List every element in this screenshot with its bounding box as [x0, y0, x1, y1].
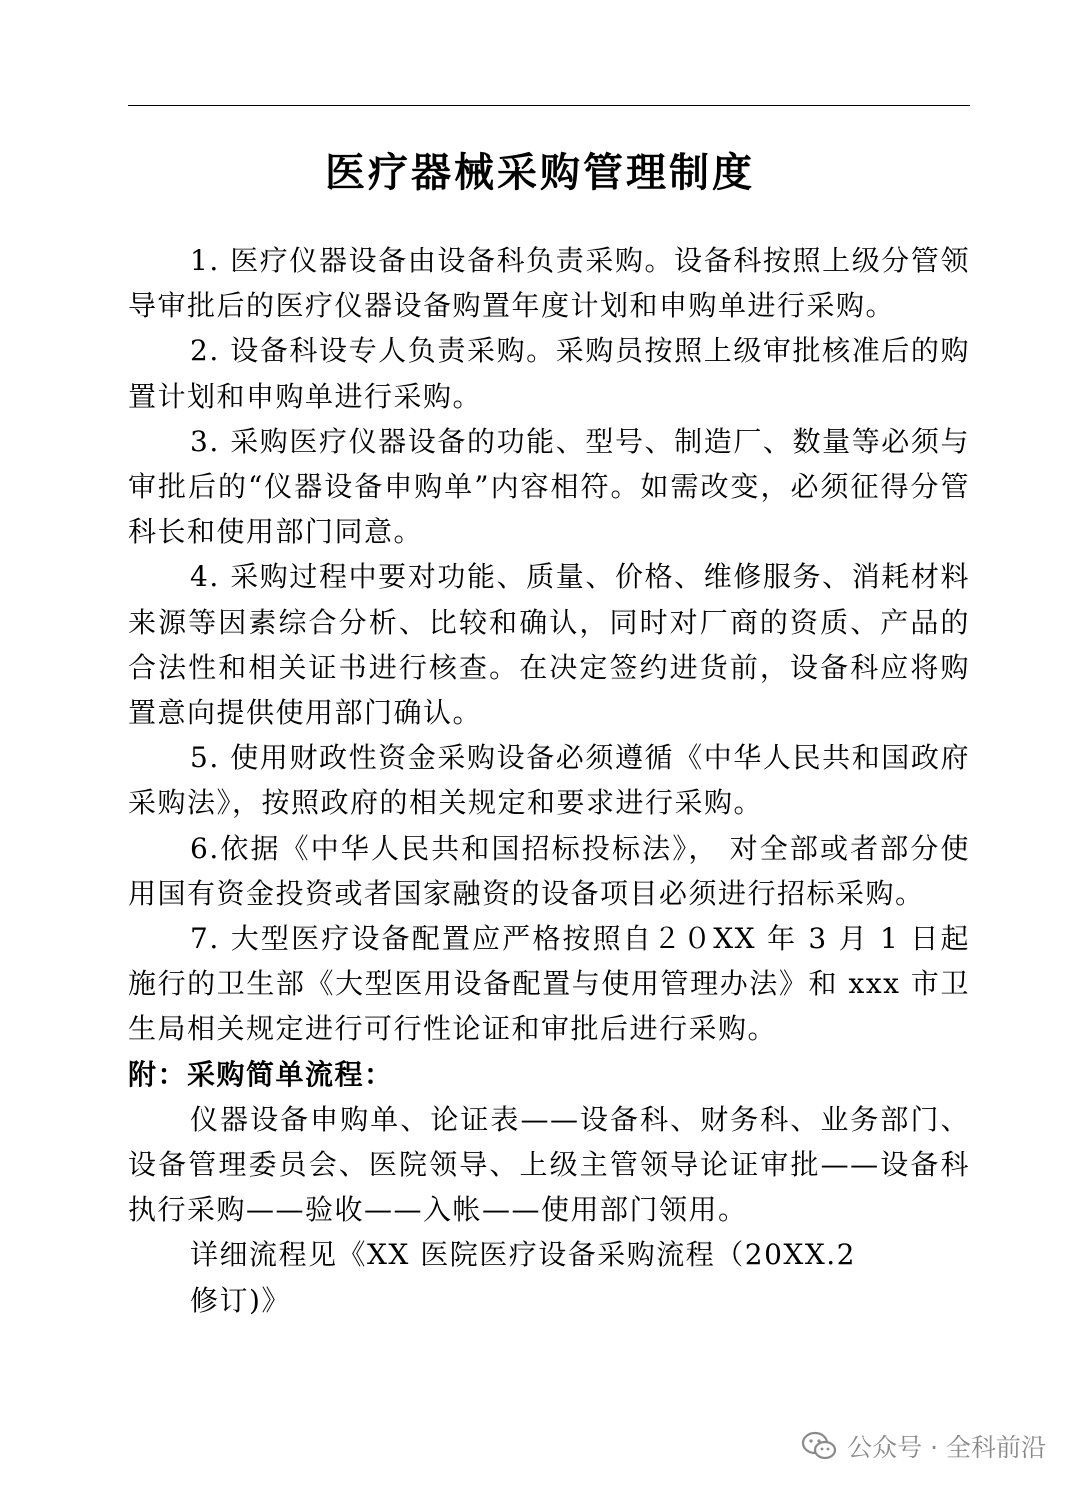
appendix-heading: 附：采购简单流程：: [128, 1057, 394, 1091]
procurement-flow: 仪器设备申购单、论证表——设备科、财务科、业务部门、设备管理委员会、医院领导、上级主管领导论证审批——设备科执行采购——验收——入帐——使用部门领用。: [128, 1102, 970, 1227]
watermark-text: 公众号 · 全科前沿: [847, 1433, 1046, 1462]
wechat-icon: [801, 1431, 837, 1461]
clause-4: 4. 采购过程中要对功能、质量、价格、维修服务、消耗材料来源等因素综合分析、比较和确认，同时对厂商的资质、产品的合法性和相关证书进行核查。在决定签约进货前，设备科应将购置意向提供使用部门确认。: [128, 560, 970, 730]
clause-7: 7. 大型医疗设备配置应严格按照自２０XX 年 3 月 1 日起施行的卫生部《大型医用设备配置与使用管理办法》和 xxx 市卫生局相关规定进行可行性论证和审批后进行采购。: [128, 922, 970, 1046]
clause-6: 6.依据《中华人民共和国招标投标法》， 对全部或者部分使用国有资金投资或者国家融资的设备项目必须进行招标采购。: [128, 831, 970, 910]
page-title: 医疗器械采购管理制度: [325, 149, 755, 196]
clause-1: 1. 医疗仪器设备由设备科负责采购。设备科按照上级分管领导审批后的医疗仪器设备购置年度计划和申购单进行采购。: [128, 244, 970, 323]
watermark: [801, 1428, 1046, 1464]
clause-2: 2. 设备科设专人负责采购。采购员按照上级审批核准后的购置计划和申购单进行采购。: [128, 334, 970, 413]
clause-5: 5. 使用财政性资金采购设备必须遵循《中华人民共和国政府采购法》，按照政府的相关规定和要求进行采购。: [128, 741, 970, 820]
header-rule: [128, 105, 970, 106]
clause-3: 3. 采购医疗仪器设备的功能、型号、制造厂、数量等必须与审批后的“仪器设备申购单”内容相符。如需改变，必须征得分管科长和使用部门同意。: [128, 424, 970, 549]
detail-reference: 详细流程见《XX 医院医疗设备采购流程（20XX.2 修订)》: [190, 1238, 856, 1317]
document-body: [128, 238, 970, 1323]
